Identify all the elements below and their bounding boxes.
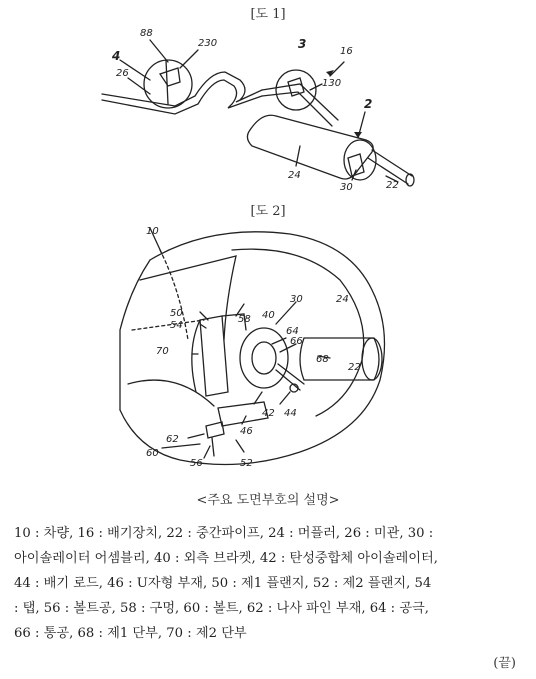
fig1-label-130: 130 [322, 78, 342, 89]
fig2-label-68: 68 [316, 354, 329, 365]
figure-1-title: [도 1] [250, 7, 286, 22]
legend-line: 66 : 통공, 68 : 제1 단부, 70 : 제2 단부 [14, 626, 247, 641]
fig1-label-26: 26 [116, 68, 129, 79]
fig2-label-10: 10 [146, 226, 159, 237]
fig2-label-64: 64 [286, 326, 299, 337]
fig2-label-50: 50 [170, 308, 183, 319]
fig1-label-2: 2 [364, 97, 373, 111]
fig1-label-88: 88 [140, 28, 153, 39]
legend-line: 아이솔레이터 어셈블리, 40 : 외측 브라켓, 42 : 탄성중합체 아이솔레이터, [14, 551, 438, 566]
fig2-label-42: 42 [262, 408, 275, 419]
legend-title: <주요 도면부호의 설명> [196, 493, 340, 508]
fig1-label-30: 30 [340, 182, 353, 193]
fig2-label-56: 56 [190, 458, 203, 469]
legend-body [14, 521, 524, 646]
fig2-label-22: 22 [348, 362, 361, 373]
legend-line: : 탭, 56 : 볼트공, 58 : 구멍, 60 : 볼트, 62 : 나사 파인 부재, 64 : 공극, [14, 601, 429, 616]
fig2-label-30: 30 [290, 294, 303, 305]
fig2-label-40: 40 [262, 310, 275, 321]
fig2-label-24: 24 [336, 294, 349, 305]
end-mark: (끝) [493, 656, 516, 671]
fig2-label-52: 52 [240, 458, 253, 469]
fig1-label-230: 230 [198, 38, 218, 49]
fig1-label-16: 16 [340, 46, 353, 57]
fig2-label-46: 46 [240, 426, 253, 437]
figure-2-drawing [0, 220, 536, 485]
fig2-label-54: 54 [170, 320, 183, 331]
fig2-label-62: 62 [166, 434, 179, 445]
fig1-label-4: 4 [112, 49, 121, 63]
fig2-label-44: 44 [284, 408, 297, 419]
fig2-label-58: 58 [238, 314, 251, 325]
fig2-label-66: 66 [290, 336, 303, 347]
figure-1-drawing [0, 20, 536, 200]
fig1-label-24: 24 [288, 170, 301, 181]
figure-2-title: [도 2] [250, 204, 286, 219]
fig2-label-70: 70 [156, 346, 169, 357]
legend-line: 44 : 배기 로드, 46 : U자형 부재, 50 : 제1 플랜지, 52 : 제2 플랜지, 54 [14, 576, 432, 591]
fig1-label-22: 22 [386, 180, 399, 191]
fig2-label-60: 60 [146, 448, 159, 459]
fig1-label-3: 3 [298, 37, 307, 51]
legend-line: 10 : 차량, 16 : 배기장치, 22 : 중간파이프, 24 : 머플러, 26 : 미관, 30 : [14, 526, 434, 541]
